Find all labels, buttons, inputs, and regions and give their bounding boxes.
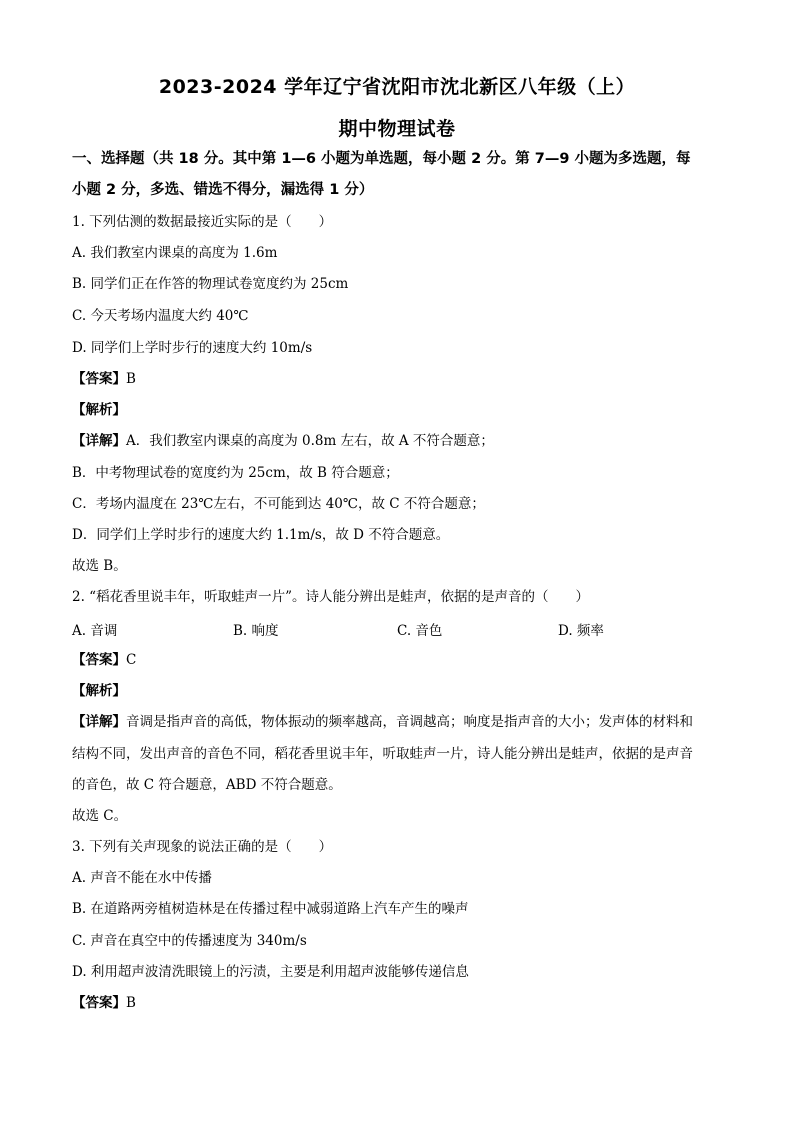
detail-label: 【详解】 [72, 433, 126, 449]
question-1-analysis-label: 【解析】 [72, 402, 126, 418]
question-2-stem: 2. “稻花香里说丰年，听取蛙声一片”。诗人能分辨出是蛙声，依据的是声音的（ ） [72, 589, 589, 605]
question-2-conclusion: 故选 C。 [72, 808, 128, 824]
answer-label: 【答案】 [72, 652, 126, 668]
question-2-detail-3: 的音色，故 C 符合题意，ABD 不符合题意。 [72, 777, 342, 793]
question-2-detail-2: 结构不同，发出声音的音色不同，稻花香里说丰年，听取蛙声一片，诗人能分辨出是蛙声，依据的是声音 [72, 746, 693, 762]
detail-text: 音调是指声音的高低，物体振动的频率越高，音调越高；响度是指声音的大小；发声体的材料和 [126, 714, 693, 730]
question-1-option-c: C. 今天考场内温度大约 40℃ [72, 308, 249, 324]
question-3-option-a: A. 声音不能在水中传播 [72, 870, 212, 886]
section-heading-continued: 小题 2 分，多选、错选不得分，漏选得 1 分） [72, 182, 374, 198]
question-3-stem: 3. 下列有关声现象的说法正确的是（ ） [72, 839, 333, 855]
question-2-option-a: A. 音调 [72, 623, 118, 639]
question-1-option-b: B. 同学们正在作答的物理试卷宽度约为 25cm [72, 276, 349, 292]
question-2-option-c: C. 音色 [397, 623, 443, 639]
question-3-option-c: C. 声音在真空中的传播速度为 340m/s [72, 933, 307, 949]
question-1-detail-3: C．考场内温度在 23℃左右，不可能到达 40℃，故 C 不符合题意； [72, 496, 485, 512]
section-heading: 一、选择题（共 18 分。其中第 1—6 小题为单选题，每小题 2 分。第 7—9 小题为多选题，每 [72, 151, 691, 167]
answer-value: B [126, 371, 136, 387]
question-2-option-b: B. 响度 [233, 623, 279, 639]
question-3-answer [72, 994, 136, 1012]
question-3-option-b: B. 在道路两旁植树造林是在传播过程中减弱道路上汽车产生的噪声 [72, 901, 469, 917]
answer-value: C [126, 652, 137, 668]
document-subtitle: 期中物理试卷 [338, 118, 456, 140]
detail-text: A．我们教室内课桌的高度为 0.8m 左右，故 A 不符合题意； [126, 433, 494, 449]
answer-label: 【答案】 [72, 995, 126, 1011]
question-1-option-d: D. 同学们上学时步行的速度大约 10m/s [72, 340, 313, 356]
answer-label: 【答案】 [72, 371, 126, 387]
document-title: 2023-2024 学年辽宁省沈阳市沈北新区八年级（上） [158, 76, 636, 98]
question-1-answer [72, 370, 136, 388]
question-1-detail-1 [72, 432, 494, 450]
question-2-option-d: D. 频率 [558, 623, 604, 639]
question-2-detail-1 [72, 713, 693, 731]
detail-label: 【详解】 [72, 714, 126, 730]
question-1-conclusion: 故选 B。 [72, 558, 127, 574]
question-1-detail-2: B．中考物理试卷的宽度约为 25cm，故 B 符合题意； [72, 465, 399, 481]
question-2-options [72, 619, 722, 637]
question-1-detail-4: D．同学们上学时步行的速度大约 1.1m/s，故 D 不符合题意。 [72, 527, 450, 543]
question-1-option-a: A. 我们教室内课桌的高度为 1.6m [72, 245, 278, 261]
question-1-stem: 1. 下列估测的数据最接近实际的是（ ） [72, 214, 333, 230]
answer-value: B [126, 995, 136, 1011]
question-2-analysis-label: 【解析】 [72, 683, 126, 699]
question-3-option-d: D. 利用超声波清洗眼镜上的污渍，主要是利用超声波能够传递信息 [72, 964, 469, 980]
question-2-answer [72, 651, 136, 669]
